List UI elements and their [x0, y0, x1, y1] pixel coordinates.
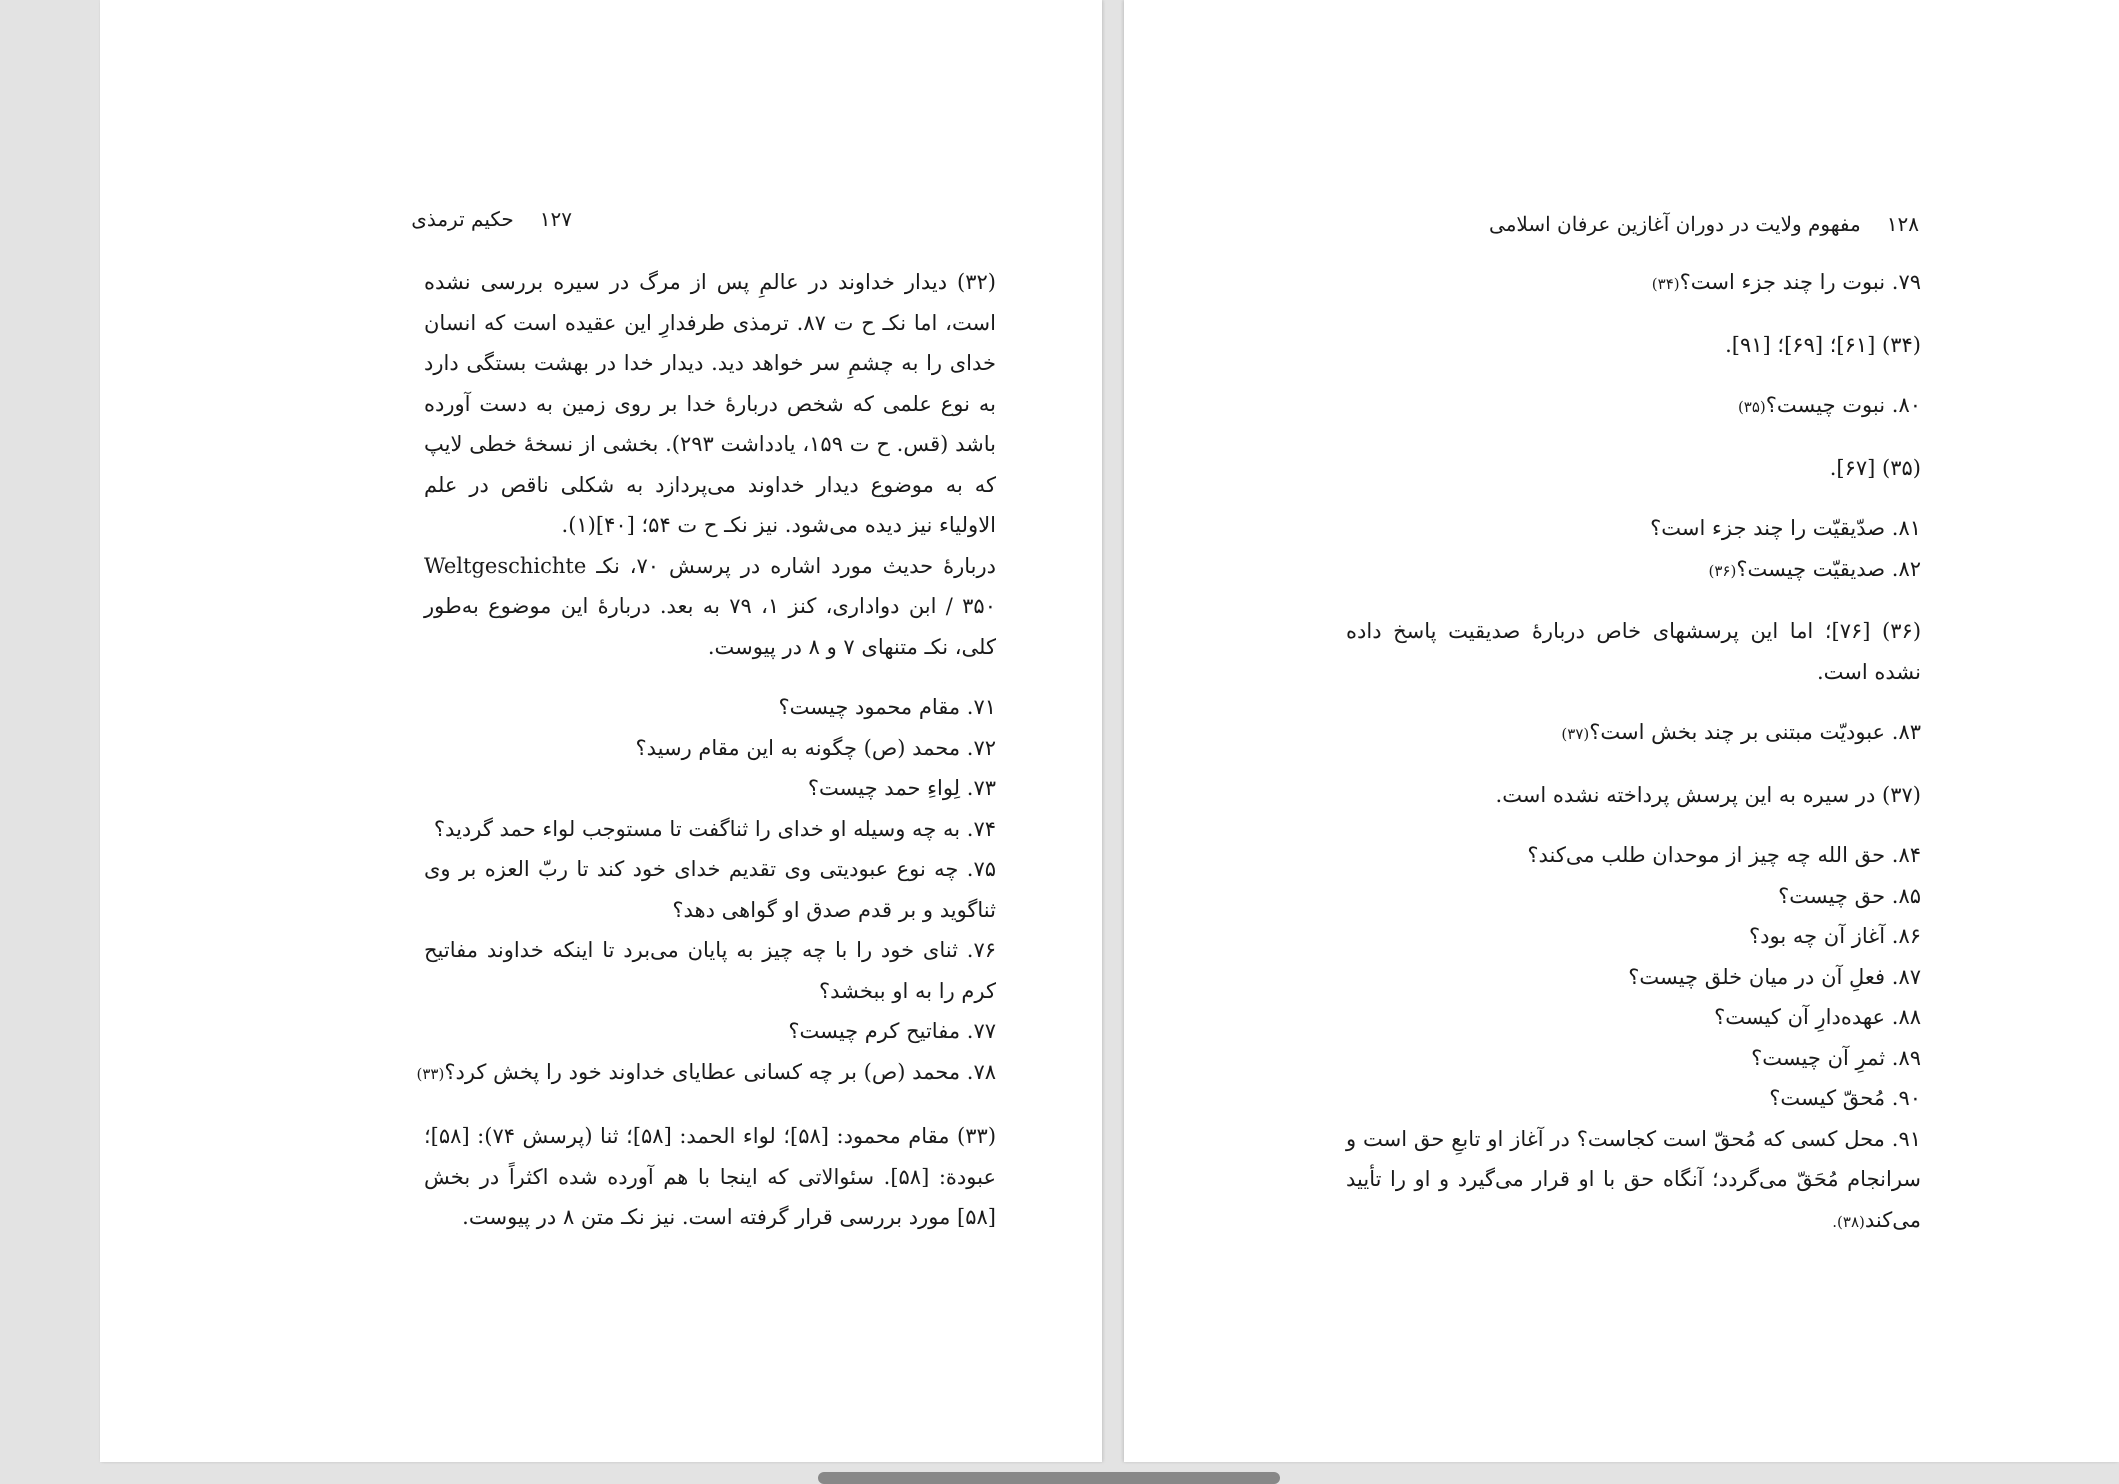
question-85: ۸۵. حق چیست؟ [1778, 883, 1921, 908]
page-number: ۱۲۸ [1886, 212, 1919, 236]
footnote-35: (۳۵) [۶۷]. [1829, 455, 1921, 480]
footnote-34: (۳۴) [۶۱]؛ [۶۹]؛ [۹۱]. [1725, 332, 1921, 357]
right-page-body [1346, 262, 1921, 1242]
question-76: ۷۶. ثنای خود را با چه چیز به پایان می‌برد تا اینکه خداوند مفاتیح کرم را به او ببخشد؟ [424, 938, 996, 1003]
question-83: ۸۳. عبودیّت مبتنی بر چند بخش است؟(۳۷) [1561, 720, 1921, 744]
running-title: مفهوم ولایت در دوران آغازین عرفان اسلامی [1489, 212, 1861, 236]
question-79: ۷۹. نبوت را چند جزء است؟(۳۴) [1651, 270, 1921, 294]
question-73: ۷۳. لِواءِ حمد چیست؟ [807, 776, 996, 800]
question-78: ۷۸. محمد (ص) بر چه کسانی عطایای خداوند خود را پخش کرد؟(۳۳) [416, 1059, 996, 1084]
question-89: ۸۹. ثمرِ آن چیست؟ [1751, 1045, 1921, 1070]
question-91: ۹۱. محل کسی که مُحقّ است کجاست؟ در آغاز او تابعِ حق است و سرانجام مُحَقّ می‌گردد؛ آنگاه حق با او قرار می‌گیرد و او را تأیید می‌کند(۳۸). [1346, 1126, 1921, 1232]
question-87: ۸۷. فعلِ آن در میان خلق چیست؟ [1628, 964, 1921, 989]
right-page [1124, 0, 2119, 1462]
question-90: ۹۰. مُحقّ کیست؟ [1769, 1086, 1921, 1110]
footnote-ref-36: (۳۶) [1708, 561, 1737, 580]
footnote-hadith: دربارهٔ حدیث مورد اشاره در پرسش ۷۰، نکـ Weltgeschichte ۳۵۰ / ابن دواداری، کنز ۱، ۷۹ به بعد. دربارهٔ این موضوع به‌طور کلی، نکـ متنهای ۷ و ۸ در پیوست. [424, 553, 996, 659]
question-80: ۸۰. نبوت چیست؟(۳۵) [1737, 393, 1921, 417]
question-86: ۸۶. آغاز آن چه بود؟ [1749, 924, 1921, 948]
footnote-ref-34: (۳۴) [1651, 275, 1680, 293]
question-77: ۷۷. مفاتیح کرم چیست؟ [788, 1019, 996, 1043]
footnote-ref-37: (۳۷) [1561, 725, 1590, 743]
question-88: ۸۸. عهده‌دارِ آن کیست؟ [1714, 1005, 1921, 1029]
question-74: ۷۴. به چه وسیله او خدای را ثناگفت تا مستوجب لواء حمد گردید؟ [433, 816, 996, 841]
question-75: ۷۵. چه نوع عبودیتی وی تقدیم خدای خود کند تا ربّ العزه بر وی ثناگوید و بر قدم صدق او گواهی دهد؟ [424, 857, 996, 922]
footnote-37: (۳۷) در سیره به این پرسش پرداخته نشده است. [1495, 782, 1921, 807]
horizontal-scrollbar[interactable] [818, 1472, 1280, 1484]
left-page-header [411, 207, 572, 231]
footnote-36: (۳۶) [۷۶]؛ اما این پرسشهای خاص دربارهٔ صدیقیت پاسخ داده نشده است. [1346, 619, 1922, 684]
footnote-33: (۳۳) مقام محمود: [۵۸]؛ لواء الحمد: [۵۸]؛ ثنا (پرسش ۷۴): [۵۸]؛ عبودة: [۵۸]. سئوالاتی که اینجا با هم آورده شده اکثراً در بخش [۵۸] مورد بررسی قرار گرفته است. نیز نکـ متن ۸ در پیوست. [424, 1124, 997, 1229]
page-number: ۱۲۷ [539, 207, 572, 231]
footnote-ref-38: (۳۸). [1832, 1212, 1865, 1231]
question-72: ۷۲. محمد (ص) چگونه به این مقام رسید؟ [635, 735, 996, 760]
footnote-ref-35: (۳۵) [1737, 398, 1766, 416]
footnote-ref-33: (۳۳) [416, 1064, 445, 1083]
left-page-body [416, 262, 997, 1238]
footnote-32: (۳۲) دیدار خداوند در عالمِ پس از مرگ در سیره بررسی نشده است، اما نکـ ح ت ۸۷. ترمذی طرفدارِ این عقیده است که انسان خدای را به چشمِ سر خواهد دید. دیدار خدا در بهشت بستگی دارد به نوع علمی که شخص دربارهٔ خدا بر روی زمین به دست آورده باشد (قس. ح ت ۱۵۹، یادداشت ۲۹۳). بخشی از نسخهٔ خطی لایپ که به موضوع دیدار خداوند می‌پردازد به شکلی ناقص در علم الاولیاء نیز دیده می‌شود. نیز نکـ ح ت ۵۴؛ [۴۰](۱). [424, 270, 996, 537]
question-82: ۸۲. صدیقیّت چیست؟(۳۶) [1708, 556, 1921, 581]
question-81: ۸۱. صدّیقیّت را چند جزء است؟ [1650, 516, 1921, 540]
left-page [100, 0, 1102, 1462]
right-page-header [1489, 212, 1919, 236]
question-84: ۸۴. حق الله چه چیز از موحدان طلب می‌کند؟ [1527, 843, 1921, 867]
question-71: ۷۱. مقام محمود چیست؟ [778, 695, 996, 719]
running-title: حکیم ترمذی [411, 207, 514, 231]
